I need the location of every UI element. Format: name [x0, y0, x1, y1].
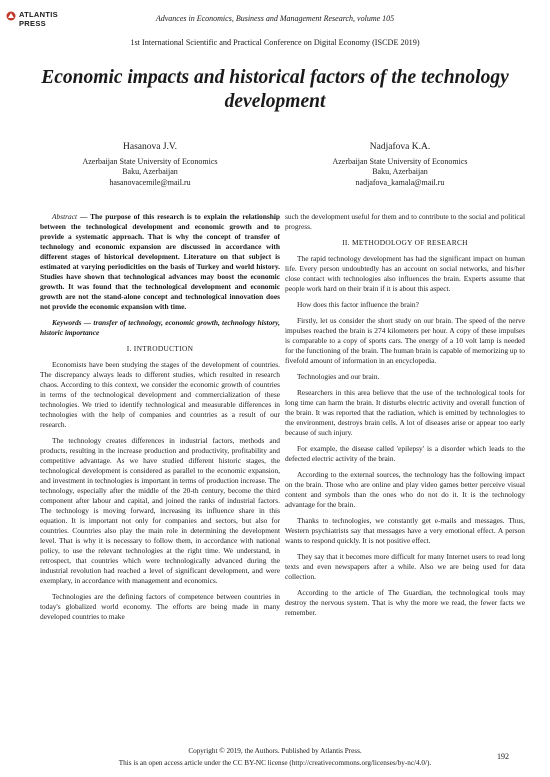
logo-text-line2: PRESS — [19, 19, 46, 28]
author-affiliation: Azerbaijan State University of Economics — [332, 156, 468, 166]
author-name: Nadjafova K.A. — [369, 142, 431, 152]
keywords-text: — transfer of technology, economic growth, technology history, historic importance — [40, 318, 280, 337]
section-heading-introduction: I. INTRODUCTION — [126, 344, 194, 353]
body-paragraph: Firstly, let us consider the short study on our brain. The speed of the nerve impulses reached the brain is 274 kilometers per hour. A copy of these impulses is comparable to a copy of sports cars. The energy of a 10 volt lamp is needed for the functioning of the brain. The human brain is capable of memorizing up to fivefold amount of information in an encyclopedia. — [285, 316, 525, 365]
left-column — [40, 212, 280, 628]
body-paragraph: such the development useful for them and to contribute to the social and political progress. — [285, 212, 525, 231]
author-name: Hasanova J.V. — [123, 142, 177, 152]
abstract-text: — The purpose of this research is to explain the relationship between the technological development and economic growth and to provide a systematic approach. That is why the concept of transfer of technology and economic expansion are discussed in accordance with different stages of historical development. Literature on that subject is estimated at varying periodicities on the basis of Turkey and world history. Studies have shown that technological advances may boost the economic growth. It was found that the technological development and economic growth are not the stand-alone concept and technological innovation does not provide the economic expansion with time. — [40, 212, 280, 311]
author-location: Baku, Azerbaijan — [122, 167, 178, 176]
body-paragraph: They say that it becomes more difficult for many Internet users to read long texts and even newspapers after a while. Also we are being used for data collection. — [285, 552, 525, 581]
conference-header: 1st International Scientific and Practical Conference on Digital Economy (ISCDE 2019) — [130, 38, 420, 47]
body-paragraph: How does this factor influence the brain? — [297, 300, 419, 309]
keywords — [40, 318, 280, 338]
right-column — [285, 212, 525, 624]
abstract — [40, 212, 280, 312]
body-paragraph: The technology creates differences in industrial factors, methods and products, resulting in the increase production and productivity, profitability and competitive advantage. As we have studied different historic stages, the technological development is considered as parallel to the economic expansion, and investment in technologies is important in terms of production increase. The technology, especially after the middle of the 20-th century, become the third component after labour and capital, and joined the ranks of industrial factors. The technology is moving forward, increasing its influence share in this equation. It is important not only for companies and sectors, but also for countries. Countries also play the main role in determining the development level. That is why it is necessary to follow them, in accordance with national policy, to use the relevant technologies at the right time. We understand, in retrospect, that countries which were technologically advanced during the industrial revolution had reached a level of significant development, and were exemplary, in accordance with management and economics. — [40, 436, 280, 585]
author-email[interactable]: hasanovacemile@mail.ru — [109, 177, 191, 187]
author-block — [50, 142, 250, 188]
body-paragraph: The rapid technology development has had the significant impact on human life. Every person undoubtedly has an account on social networks, and his/her close contact with technologies also influences the brain. Experts assume that people work hard on their brain if it is about this aspect. — [285, 254, 525, 293]
author-email[interactable]: nadjafova_kamala@mail.ru — [355, 177, 445, 187]
journal-header: Advances in Economics, Business and Management Research, volume 105 — [155, 14, 395, 23]
page-number: 192 — [497, 752, 509, 761]
keywords-label: Keywords — [52, 318, 82, 327]
body-paragraph: Thanks to technologies, we constantly get e-mails and messages. Thus, Western psychiatrists say that messages have a very emotional effect. A person wants to respond quickly. It is not positive effect. — [285, 516, 525, 545]
body-paragraph: Technologies are the defining factors of competence between countries in today's globalized world economy. The efforts are being made in many developed countries to make — [40, 592, 280, 621]
body-paragraph: Researchers in this area believe that the use of the technological tools for long time can harm the brain. It disturbs electric activity and overall function of the brain. It was reported that the radiation, which is emitted by technologies to the environment, destroys brain cells. A lot of diseases arise or appear too early because of such injury. — [285, 388, 525, 437]
copyright-line: Copyright © 2019, the Authors. Published by Atlantis Press. — [188, 747, 362, 755]
body-paragraph: According to the external sources, the technology has the following impact on the brain. Those who are online and play video games better perceive visual content and symbols than the ones who do not do it. It is the technology advantage for the brain. — [285, 470, 525, 509]
body-paragraph: For example, the disease called 'epilepsy' is a disorder which leads to the defected electric activity of the brain. — [285, 444, 525, 463]
body-paragraph: Economists have been studying the stages of the development of countries. The discrepancy always leads to different studies, which resulted in research chaos. According to this context, we consider the economic growth of countries in terms of the technological development and commercialization of these technologies. We tried to identify technological and measurable differences in technologies with the help of companies and countries as a result of our research. — [40, 360, 280, 429]
paper-title: Economic impacts and historical factors of the technology development — [41, 67, 509, 112]
license-line[interactable]: This is an open access article under the CC BY-NC license (http://creativecommons.org/licenses/by-nc/4.0/). — [118, 759, 432, 767]
abstract-label: Abstract — [52, 212, 78, 221]
section-heading-methodology: II. METHODOLOGY OF RESEARCH — [342, 238, 468, 247]
body-paragraph: According to the article of The Guardian, the technological tools may destroy the nervous system. That is why the more we read, the fewer facts we remember. — [285, 588, 525, 617]
author-location: Baku, Azerbaijan — [372, 167, 428, 176]
body-paragraph: Technologies and our brain. — [297, 372, 380, 381]
author-block — [300, 142, 500, 188]
logo-text-line1: ATLANTIS — [19, 10, 58, 19]
author-affiliation: Azerbaijan State University of Economics — [82, 156, 218, 166]
